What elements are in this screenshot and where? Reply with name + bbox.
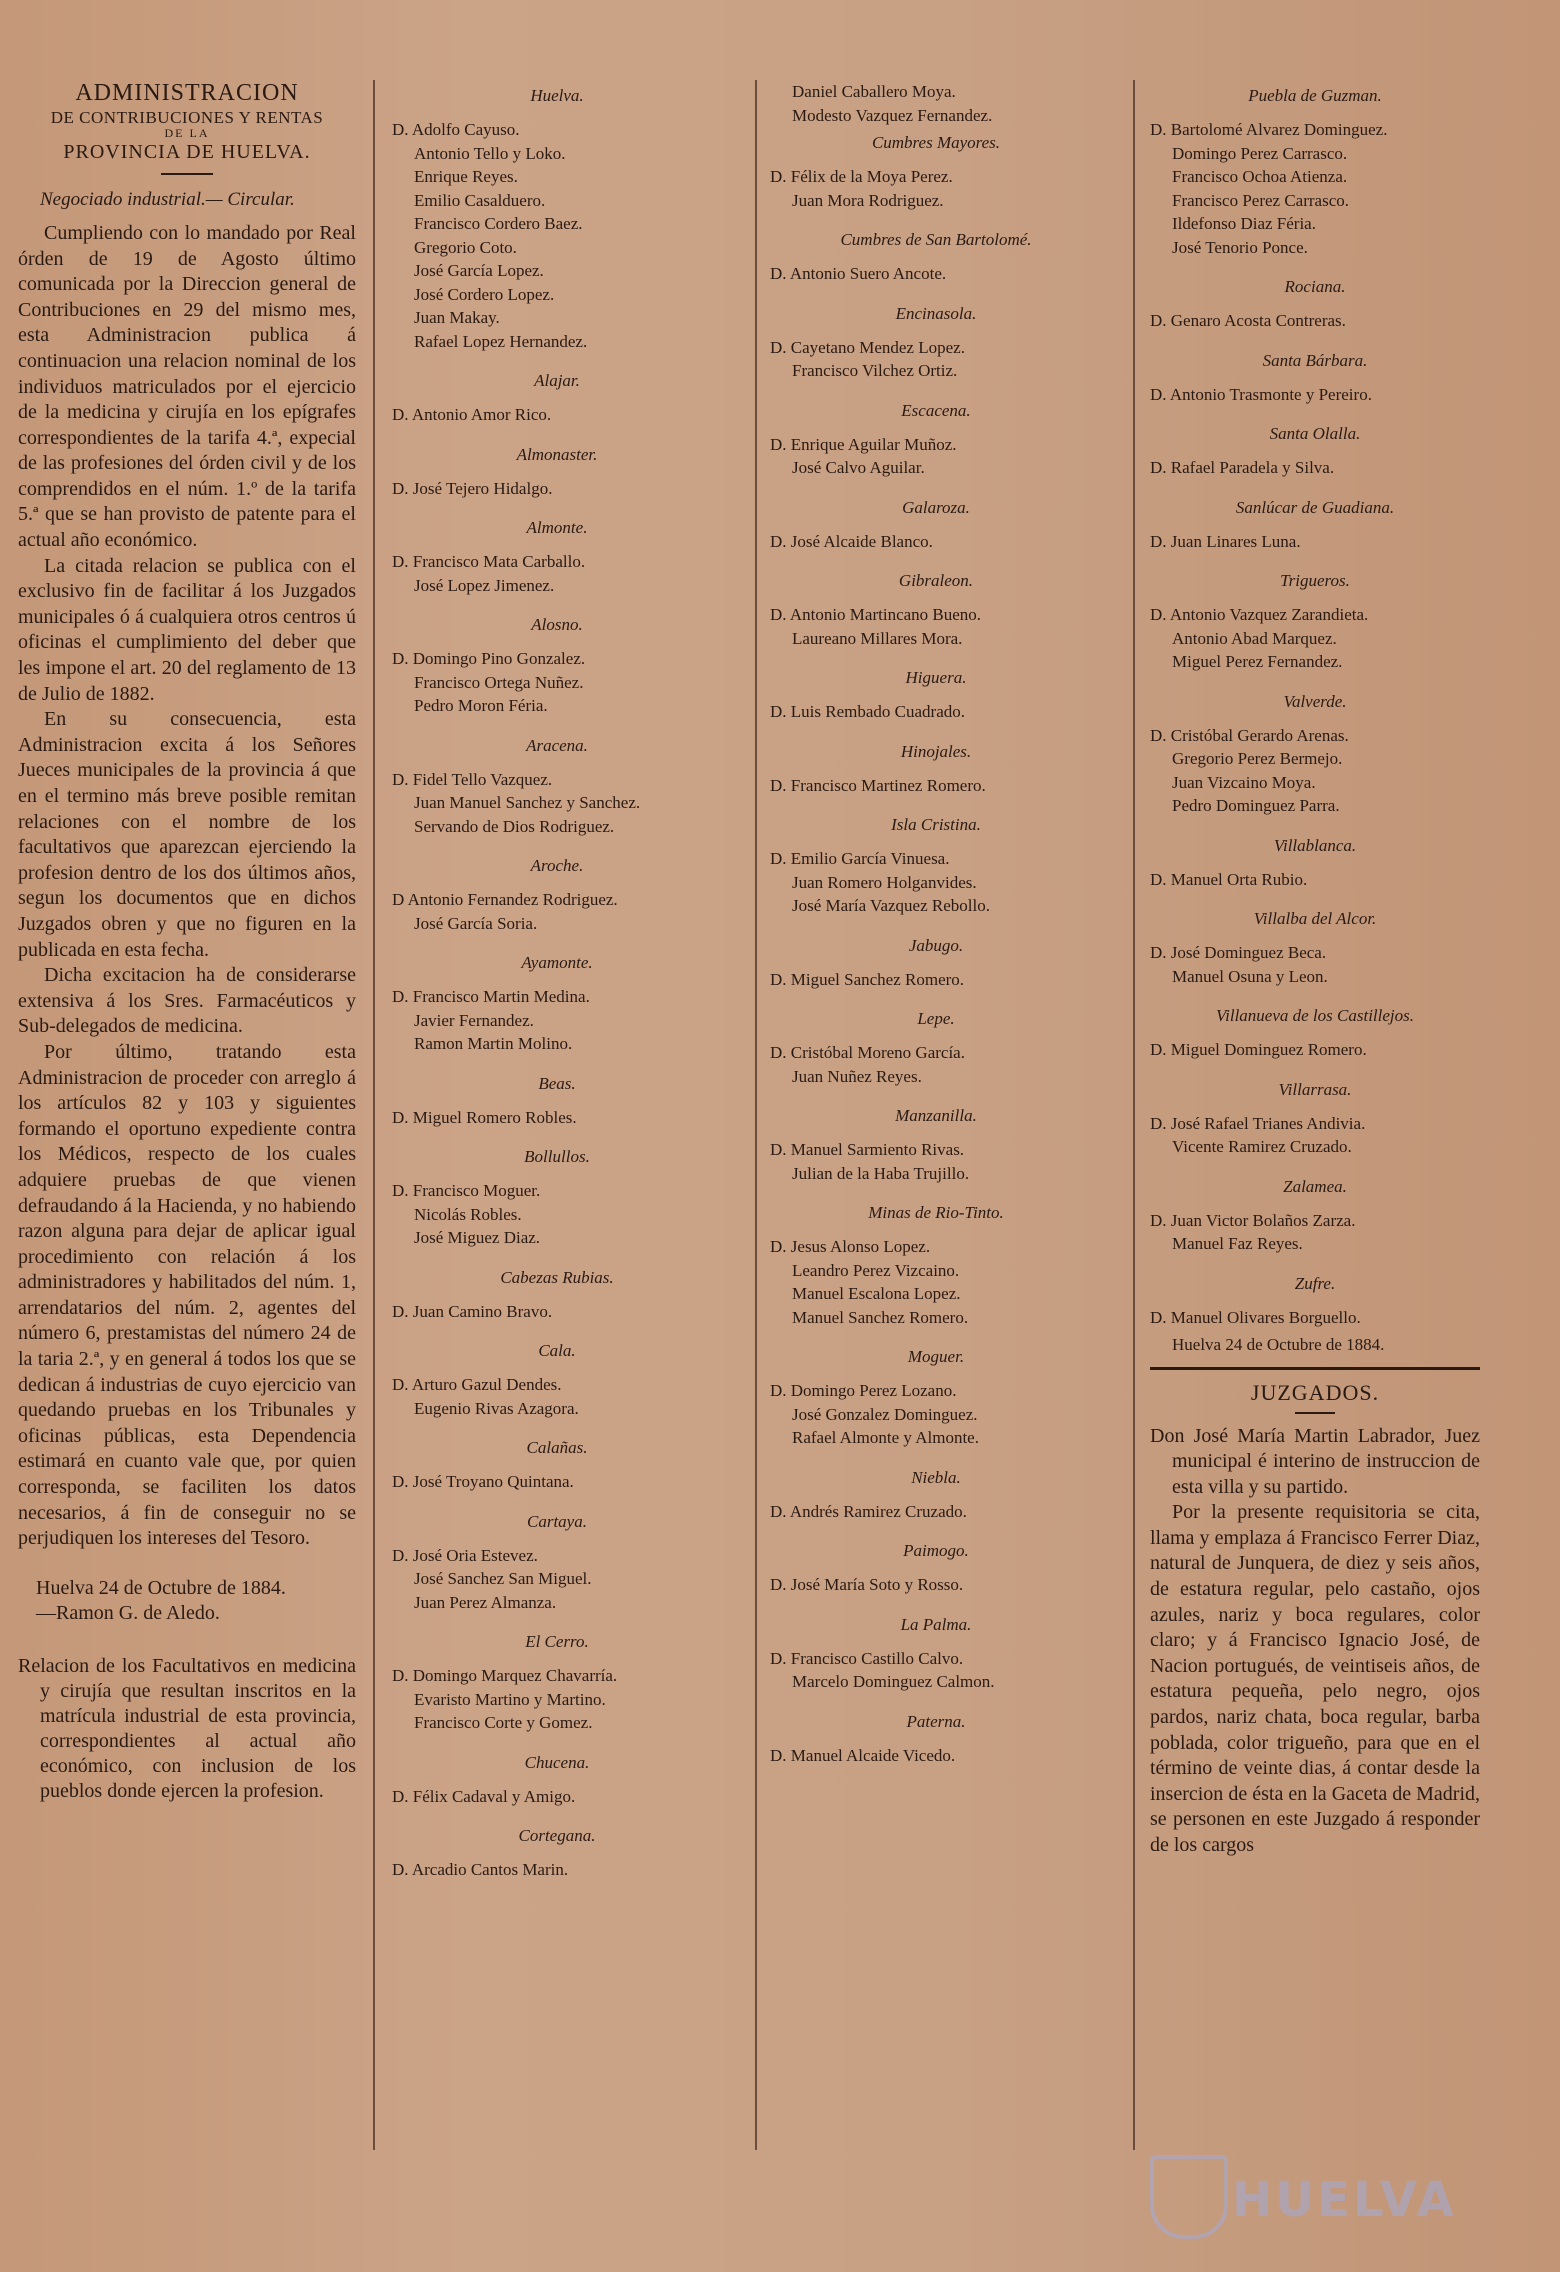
town-heading: Beas. xyxy=(538,1073,576,1093)
name-entry: José Gonzalez Dominguez. xyxy=(792,1404,978,1424)
name-group xyxy=(770,1744,1102,1768)
header-line-1: ADMINISTRACION xyxy=(75,80,299,106)
name-entry: D. Miguel Dominguez Romero. xyxy=(1150,1040,1367,1059)
name-group xyxy=(770,968,1102,992)
name-entry: D. Bartolomé Alvarez Dominguez. xyxy=(1150,120,1388,139)
name-entry: Servando de Dios Rodriguez. xyxy=(414,816,615,836)
name-entry: Francisco Cordero Baez. xyxy=(414,214,583,233)
town-heading: Alosno. xyxy=(531,615,583,634)
signature-date: Huelva 24 de Octubre de 1884. xyxy=(36,1576,286,1599)
town-heading: Trigueros. xyxy=(1280,571,1350,590)
name-entry: Nicolás Robles. xyxy=(414,1204,522,1224)
name-entry: Francisco Corte y Gomez. xyxy=(414,1713,593,1732)
name-entry: D. José Alcaide Blanco. xyxy=(770,531,933,551)
relacion-paragraph: Relacion de los Facultativos en medicina y cirujía que resultan inscritos en la matrícula industrial de esta provincia, correspondientes al actual año económico, con inclusion de los pueblos donde ejercen la profesion. xyxy=(18,1654,356,1802)
name-entry: D. Genaro Acosta Contreras. xyxy=(1150,311,1346,330)
name-group xyxy=(1150,868,1480,892)
name-entry: D. Antonio Martincano Bueno. xyxy=(770,605,982,624)
name-entry: D. Emilio García Vinuesa. xyxy=(770,849,950,868)
town-heading: Santa Olalla. xyxy=(1269,424,1361,443)
column-circular xyxy=(18,80,356,1804)
name-entry: D. Juan Linares Luna. xyxy=(1150,531,1301,551)
signature xyxy=(36,1576,356,1626)
town-heading: Galaroza. xyxy=(902,497,970,517)
header-line-2: DE CONTRIBUCIONES Y RENTAS xyxy=(50,107,324,127)
name-group xyxy=(770,1041,1102,1088)
name-group xyxy=(392,1858,722,1882)
town-heading: Paimogo. xyxy=(903,1541,969,1560)
name-entry: Domingo Perez Carrasco. xyxy=(1172,143,1348,163)
name-entry: Manuel Escalona Lopez. xyxy=(792,1284,961,1303)
town-heading: Bollullos. xyxy=(524,1147,590,1166)
name-group xyxy=(392,647,722,718)
name-entry: D. Antonio Vazquez Zarandieta. xyxy=(1150,605,1369,624)
name-entry: Pedro Moron Féria. xyxy=(414,696,548,715)
town-heading: Cala. xyxy=(538,1341,576,1360)
name-entry: D. Fidel Tello Vazquez. xyxy=(392,769,553,789)
name-group xyxy=(770,433,1102,480)
name-entry: D. Manuel Alcaide Vicedo. xyxy=(770,1745,956,1765)
town-heading: Isla Cristina. xyxy=(891,815,981,834)
town-heading: Moguer. xyxy=(907,1347,965,1366)
name-group xyxy=(770,1573,1102,1597)
name-entry: D. Manuel Olivares Borguello. xyxy=(1150,1307,1361,1327)
name-entry: D. Félix Cadaval y Amigo. xyxy=(392,1786,576,1806)
name-entry: Leandro Perez Vizcaino. xyxy=(792,1260,960,1280)
administration-header xyxy=(18,80,356,164)
name-group xyxy=(392,1179,722,1250)
name-entry: D. Francisco Moguer. xyxy=(392,1181,541,1200)
column-rule xyxy=(373,80,375,2150)
column-rule xyxy=(1133,80,1135,2150)
town-heading: Valverde. xyxy=(1283,691,1347,711)
name-entry: D. Juan Victor Bolaños Zarza. xyxy=(1150,1210,1356,1230)
paragraph: La citada relacion se publica con el exclusivo fin de facilitar á los Juzgados municipales ó á cualquiera otros centros ú oficinas el cumplimiento del deber que les impone el art. 20 del reglamento de 13 de Julio de 1882. xyxy=(18,554,356,705)
town-heading: Villalba del Alcor. xyxy=(1253,909,1377,928)
name-entry: D. Juan Camino Bravo. xyxy=(392,1301,553,1321)
name-group xyxy=(1150,1209,1480,1256)
town-heading: Cartaya. xyxy=(527,1511,587,1531)
juzgados-title: JUZGADOS. xyxy=(1250,1379,1380,1405)
name-group xyxy=(770,1138,1102,1185)
name-entry: Rafael Lopez Hernandez. xyxy=(414,331,588,351)
name-group xyxy=(1150,1306,1480,1330)
paragraph: En su consecuencia, esta Administracion excita á los Señores Jueces municipales de la provincia á que en el termino más breve posible remitan relaciones con el nombre de los facultativos que aparezcan ejerciendo la profesion dentro de los dos últimos años, segun los documentos que en dichos Juzgados obren y que no figuren en la publicada en esta fecha. xyxy=(18,708,356,961)
name-group xyxy=(392,1106,722,1130)
name-entry: Gregorio Perez Bermejo. xyxy=(1172,749,1343,768)
header-line-3: DE LA xyxy=(164,126,210,141)
name-entry: Antonio Abad Marquez. xyxy=(1172,628,1337,648)
column-rule xyxy=(755,80,757,2150)
name-group xyxy=(1150,309,1480,333)
name-entry: José Miguez Diaz. xyxy=(414,1228,541,1247)
name-entry: José Calvo Aguilar. xyxy=(792,458,925,477)
juzgados-paragraph: Por la presente requisitoria se cita, llama y emplaza á Francisco Ferrer Diaz, natural de Junquera, de diez y seis años, de estatura regular, pelo castaño, ojos azules, nariz y boca regulares, color claro; y á Francisco Ignacio José, de Nacion portugués, de veintiseis años, de estatura pequeña, pelo negro, ojos pardos, nariz chata, boca regular, barba poblada, color trigueño, para que en el término de veinte dias, á contar desde la insercion de ésta en la Gaceta de Madrid, se personen en este Juzgado á responder de los cargos xyxy=(1150,1501,1480,1856)
divider xyxy=(1295,1412,1335,1414)
name-group xyxy=(392,1785,722,1809)
town-heading: Niebla. xyxy=(911,1467,961,1487)
town-heading: El Cerro. xyxy=(525,1632,589,1651)
name-group xyxy=(770,847,1102,918)
name-entry: Francisco Ochoa Atienza. xyxy=(1172,167,1348,186)
town-heading: Alajar. xyxy=(534,371,580,390)
name-entry: D. José María Soto y Rosso. xyxy=(770,1575,964,1594)
name-entry: Francisco Ortega Nuñez. xyxy=(414,672,584,692)
town-heading: Huelva. xyxy=(530,86,584,105)
paragraph: Por último, tratando esta Administracion de proceder con arreglo á los artículos 82 y 103 y siguientes formando el oportuno expediente contra los Médicos, respecto de los cuales adquiere pruebas de que vienen defraudando á la Hacienda, y no habiendo razon alguna para dejar de aplicar igual procedimiento con relación á los administradores y habilitados del núm. 1, arrendatarios del núm. 2, agentes del número 6, prestamistas del número 24 de la taria 2.ª, y en general á todos los que se dedican á industrias de cuyo ejercicio van quedando pruebas en los Tribunales y oficinas públicas, esta Dependencia estimará en cuanto vale que, por quien corresponda, se faciliten los datos necesarios, á fin de conseguir no se perjudiquen los intereses del Tesoro. xyxy=(18,1040,356,1550)
town-heading: Aracena. xyxy=(526,735,588,755)
section-rule xyxy=(1150,1367,1480,1370)
name-group xyxy=(1150,383,1480,407)
name-group xyxy=(1150,1112,1480,1159)
name-group xyxy=(770,1235,1102,1329)
name-group xyxy=(1150,603,1480,674)
name-entry: Laureano Millares Mora. xyxy=(792,628,963,648)
name-entry: D. Antonio Suero Ancote. xyxy=(770,264,947,283)
name-entry: Antonio Tello y Loko. xyxy=(414,143,566,163)
name-group xyxy=(392,1544,722,1615)
town-heading: Hinojales. xyxy=(900,741,972,761)
town-heading: Villanueva de los Castillejos. xyxy=(1216,1006,1414,1025)
town-heading: Santa Bárbara. xyxy=(1262,350,1368,370)
name-entry: D. Jesus Alonso Lopez. xyxy=(770,1237,931,1256)
name-entry: Evaristo Martino y Martino. xyxy=(414,1689,606,1709)
column-list-4 xyxy=(1150,80,1480,1859)
name-entry: D. Félix de la Moya Perez. xyxy=(770,167,953,186)
name-entry: Miguel Perez Fernandez. xyxy=(1172,652,1343,671)
name-entry: D. Antonio Amor Rico. xyxy=(392,405,552,424)
town-heading: Cumbres de San Bartolomé. xyxy=(840,230,1032,249)
town-heading: Almonaster. xyxy=(516,444,598,464)
town-heading: Manzanilla. xyxy=(895,1106,977,1125)
town-heading: Zalamea. xyxy=(1283,1176,1347,1196)
name-entry: Juan Vizcaino Moya. xyxy=(1172,772,1316,792)
name-group xyxy=(770,1647,1102,1694)
name-entry: D. Adolfo Cayuso. xyxy=(392,120,520,139)
town-heading: Aroche. xyxy=(530,856,584,875)
name-entry: Manuel Sanchez Romero. xyxy=(792,1307,969,1327)
watermark-text: HUELVA xyxy=(1232,2172,1457,2228)
town-heading: Chucena. xyxy=(524,1752,590,1772)
name-entry: D. José Troyano Quintana. xyxy=(392,1472,574,1491)
name-entry: D. Manuel Orta Rubio. xyxy=(1150,869,1308,889)
name-entry: D. José Dominguez Beca. xyxy=(1150,943,1327,962)
name-entry: Juan Makay. xyxy=(414,308,500,327)
name-group xyxy=(392,888,722,935)
name-group xyxy=(1150,530,1480,554)
name-entry: D. José Oria Estevez. xyxy=(392,1545,538,1565)
name-entry: Manuel Osuna y Leon. xyxy=(1172,966,1328,986)
shield-icon xyxy=(1150,2155,1228,2239)
town-heading: Sanlúcar de Guadiana. xyxy=(1235,497,1395,517)
name-entry: D. Cayetano Mendez Lopez. xyxy=(770,337,965,357)
town-heading: Villarrasa. xyxy=(1278,1079,1352,1099)
subheading: Negociado industrial.— Circular. xyxy=(40,188,295,210)
name-entry: D. Miguel Sanchez Romero. xyxy=(770,969,965,989)
name-entry: D. Domingo Pino Gonzalez. xyxy=(392,649,586,668)
name-entry: José Cordero Lopez. xyxy=(414,284,555,304)
name-entry: Modesto Vazquez Fernandez. xyxy=(792,105,993,125)
name-group xyxy=(392,550,722,597)
name-group-continued xyxy=(770,80,1102,127)
name-entry: Emilio Casalduero. xyxy=(414,190,546,210)
name-group xyxy=(770,262,1102,286)
name-entry: Eugenio Rivas Azagora. xyxy=(414,1398,579,1418)
town-heading: La Palma. xyxy=(900,1614,972,1634)
name-entry: D. Manuel Sarmiento Rivas. xyxy=(770,1140,965,1159)
name-group xyxy=(392,1373,722,1420)
name-group xyxy=(392,1664,722,1735)
name-entry: D. Arcadio Cantos Marin. xyxy=(392,1860,569,1879)
column-list-3 xyxy=(770,80,1102,1767)
name-group xyxy=(770,336,1102,383)
town-heading: Jabugo. xyxy=(908,935,964,955)
town-heading: Villablanca. xyxy=(1273,835,1357,855)
name-group xyxy=(392,768,722,839)
name-group xyxy=(1150,724,1480,818)
name-group xyxy=(770,603,1102,650)
town-heading: Cumbres Mayores. xyxy=(871,133,1001,152)
name-entry: Vicente Ramirez Cruzado. xyxy=(1172,1137,1352,1156)
town-heading: Lepe. xyxy=(917,1009,955,1028)
name-entry: D. Antonio Trasmonte y Pereiro. xyxy=(1150,384,1372,404)
name-entry: Juan Mora Rodriguez. xyxy=(792,190,944,210)
name-entry: D Antonio Fernandez Rodriguez. xyxy=(392,890,618,909)
name-entry: Javier Fernandez. xyxy=(414,1010,534,1030)
name-group xyxy=(770,165,1102,212)
name-entry: Marcelo Dominguez Calmon. xyxy=(792,1672,995,1691)
name-entry: Francisco Perez Carrasco. xyxy=(1172,190,1350,210)
name-entry: José García Soria. xyxy=(414,913,538,933)
name-group xyxy=(770,530,1102,554)
town-heading: Gibraleon. xyxy=(898,571,974,590)
name-entry: José María Vazquez Rebollo. xyxy=(792,896,990,915)
town-heading: Minas de Rio-Tinto. xyxy=(868,1203,1004,1222)
name-group xyxy=(1150,118,1480,259)
town-heading: Rociana. xyxy=(1284,277,1346,296)
name-entry: Rafael Almonte y Almonte. xyxy=(792,1428,979,1447)
name-group xyxy=(392,477,722,501)
name-entry: José Lopez Jimenez. xyxy=(414,575,555,595)
town-heading: Paterna. xyxy=(906,1711,966,1731)
name-entry: D. José Tejero Hidalgo. xyxy=(392,478,553,498)
name-group xyxy=(392,403,722,427)
name-entry: D. Arturo Gazul Dendes. xyxy=(392,1375,562,1394)
name-group xyxy=(770,700,1102,724)
column-list-2 xyxy=(392,80,722,1882)
name-group xyxy=(392,1300,722,1324)
name-entry: Juan Manuel Sanchez y Sanchez. xyxy=(414,793,641,812)
name-group xyxy=(1150,456,1480,480)
name-entry: D. Francisco Mata Carballo. xyxy=(392,552,586,571)
name-group xyxy=(392,985,722,1056)
name-entry: D. Cristóbal Moreno García. xyxy=(770,1043,965,1062)
name-entry: D. Domingo Marquez Chavarría. xyxy=(392,1666,618,1685)
name-group xyxy=(1150,941,1480,988)
name-entry: Gregorio Coto. xyxy=(414,237,517,257)
name-entry: José García Lopez. xyxy=(414,261,544,280)
name-entry: Daniel Caballero Moya. xyxy=(792,82,956,101)
name-entry: D. Luis Rembado Cuadrado. xyxy=(770,702,965,721)
name-entry: Francisco Vilchez Ortiz. xyxy=(792,361,958,380)
name-entry: Juan Perez Almanza. xyxy=(414,1592,557,1612)
name-entry: Ildefonso Diaz Féria. xyxy=(1172,214,1316,233)
name-entry: Juan Nuñez Reyes. xyxy=(792,1066,922,1086)
town-heading: Puebla de Guzman. xyxy=(1248,86,1382,105)
town-heading: Cabezas Rubias. xyxy=(500,1267,614,1287)
name-group xyxy=(392,118,722,353)
name-entry: D. José Rafael Trianes Andivia. xyxy=(1150,1113,1366,1133)
town-heading: Calañas. xyxy=(526,1438,588,1457)
name-entry: José Tenorio Ponce. xyxy=(1172,237,1308,257)
name-entry: Ramon Martin Molino. xyxy=(414,1034,573,1053)
header-line-4: PROVINCIA DE HUELVA. xyxy=(63,140,311,163)
name-entry: Julian de la Haba Trujillo. xyxy=(792,1163,970,1183)
name-entry: D. Domingo Perez Lozano. xyxy=(770,1381,957,1400)
town-heading: Escacena. xyxy=(901,400,971,420)
name-entry: Manuel Faz Reyes. xyxy=(1172,1234,1303,1253)
name-group xyxy=(1150,1038,1480,1062)
name-entry: D. Rafael Paradela y Silva. xyxy=(1150,458,1335,477)
name-entry: D. Cristóbal Gerardo Arenas. xyxy=(1150,725,1349,745)
name-group xyxy=(392,1470,722,1494)
list-date: Huelva 24 de Octubre de 1884. xyxy=(1172,1335,1385,1354)
name-entry: D. Francisco Castillo Calvo. xyxy=(770,1648,964,1668)
town-heading: Ayamonte. xyxy=(521,953,593,972)
name-entry: D. Miguel Romero Robles. xyxy=(392,1107,577,1127)
town-heading: Almonte. xyxy=(526,518,588,537)
juzgados-paragraph: Don José María Martin Labrador, Juez municipal é interino de instruccion de esta villa y su partido. xyxy=(1150,1424,1480,1498)
name-entry: D. Francisco Martin Medina. xyxy=(392,987,590,1006)
name-entry: Juan Romero Holganvides. xyxy=(792,872,977,892)
name-entry: José Sanchez San Miguel. xyxy=(414,1569,592,1588)
town-heading: Zufre. xyxy=(1294,1273,1336,1293)
name-entry: D. Francisco Martinez Romero. xyxy=(770,775,986,795)
divider xyxy=(161,173,213,175)
name-group xyxy=(770,1500,1102,1524)
town-heading: Cortegana. xyxy=(518,1826,596,1845)
name-entry: D. Enrique Aguilar Muñoz. xyxy=(770,434,957,454)
name-entry: Enrique Reyes. xyxy=(414,167,518,186)
name-entry: Pedro Dominguez Parra. xyxy=(1172,796,1340,815)
town-heading: Encinasola. xyxy=(895,303,977,323)
paragraph: Cumpliendo con lo mandado por Real órden de 19 de Agosto último comunicada por la Direccion general de Contribuciones en 29 del mismo mes, esta Administracion publica á continuacion una relacion nominal de los individuos matriculados por el ejercicio de la medicina y cirujía en los epígrafes correspondientes de la tarifa 4.ª, expecial de las profesiones del órden civil y de los comprendidos en el núm. 1.º de la tarifa 5.ª que se han provisto de patente para el actual año económico. xyxy=(18,221,356,552)
name-entry: D. Andrés Ramirez Cruzado. xyxy=(770,1501,967,1521)
signature-name: —Ramon G. de Aledo. xyxy=(36,1601,220,1624)
name-group xyxy=(770,774,1102,798)
name-group xyxy=(770,1379,1102,1450)
town-heading: Higuera. xyxy=(905,668,967,687)
paragraph: Dicha excitacion ha de considerarse extensiva á los Sres. Farmacéuticos y Sub-delegados de medicina. xyxy=(18,964,356,1038)
